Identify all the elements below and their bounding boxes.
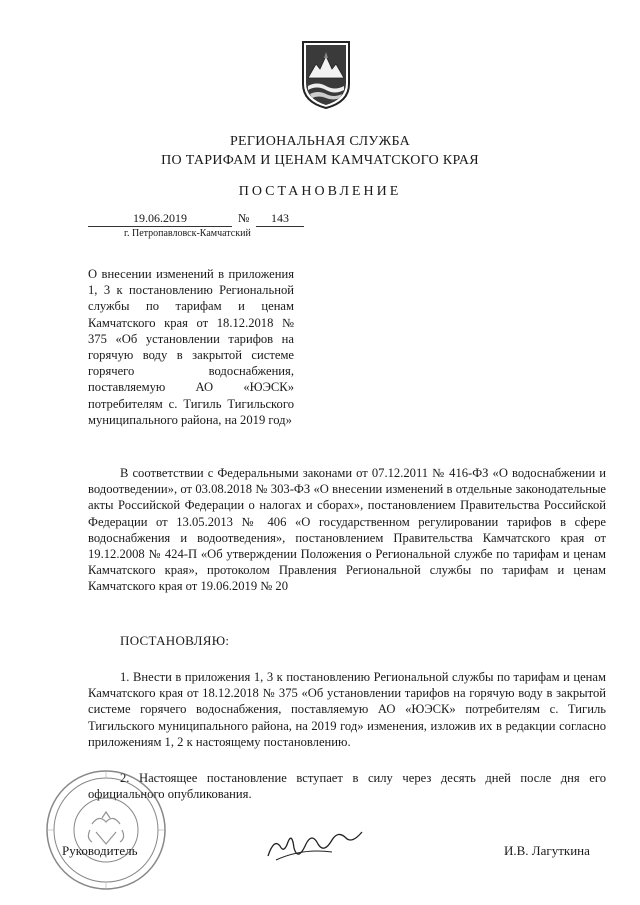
document-number: 143 [256,211,304,227]
signatory-name: И.В. Лагуткина [504,843,590,858]
signatory-title: Руководитель [62,843,138,858]
resolve-heading: ПОСТАНОВЛЯЮ: [120,633,230,648]
number-sign: № [238,211,250,225]
number-field [256,211,304,227]
date-field [88,211,232,227]
org-name-line1: РЕГИОНАЛЬНАЯ СЛУЖБА [229,134,411,149]
preamble: В соответствии с Федеральными законами от 07.12.2011 № 416-ФЗ «О водоснабжении и водоотведении», от 03.08.2018 № 303-ФЗ «О внесении изменений в отдельные законодательные акты Российской Федерации о налогах и сборах», постановлением Правительства Российской Федерации от 13.05.2013 № 406 «О государственном регулировании тарифов в сфере водоснабжения и водоотведения», постановлением Правительства Камчатского края от 19.12.2008 № 424-П «Об утверждении Положения о Региональной службе по тарифам и ценам Камчатского края», протоколом Правления Региональной службы по тарифам и ценам Камчатского края от 19.06.2019 № 20 [88,466,606,594]
org-name-line2: ПО ТАРИФАМ И ЦЕНАМ КАМЧАТСКОГО КРАЯ [161,153,479,168]
official-stamp-icon [44,768,168,892]
document-type: ПОСТАНОВЛЕНИЕ [238,184,402,199]
city: г. Петропавловск-Камчатский [124,228,251,239]
item-2: 2. Настоящее постановление вступает в силу через десять дней после дня его официального опубликования. [88,771,606,802]
item-1: 1. Внести в приложения 1, 3 к постановлению Региональной службы по тарифам и ценам Камчатского края от 18.12.2018 № 375 «Об установлении тарифов на горячую воду в закрытой системе горячего водоснабжения, поставляемую АО «ЮЭСК» потребителям с. Тигиль Тигильского муниципального района, на 2019 год» изменения, изложив их в редакции согласно приложениям 1, 2 к настоящему постановлению. [88,670,606,749]
kamchatka-emblem-icon [300,38,352,110]
document-subject: О внесении изменений в приложения 1, 3 к постановлению Региональной службы по тарифам и ценам Камчатского края от 18.12.2018 № 375 «Об установлении тарифов на горячую воду в закрытой системе горячего водоснабжения, поставляемую АО «ЮЭСК» потребителям с. Тигиль Тигильского муниципального района, на 2019 год» [88,267,294,427]
document-date: 19.06.2019 [88,211,232,227]
handwritten-signature-icon [262,818,372,868]
